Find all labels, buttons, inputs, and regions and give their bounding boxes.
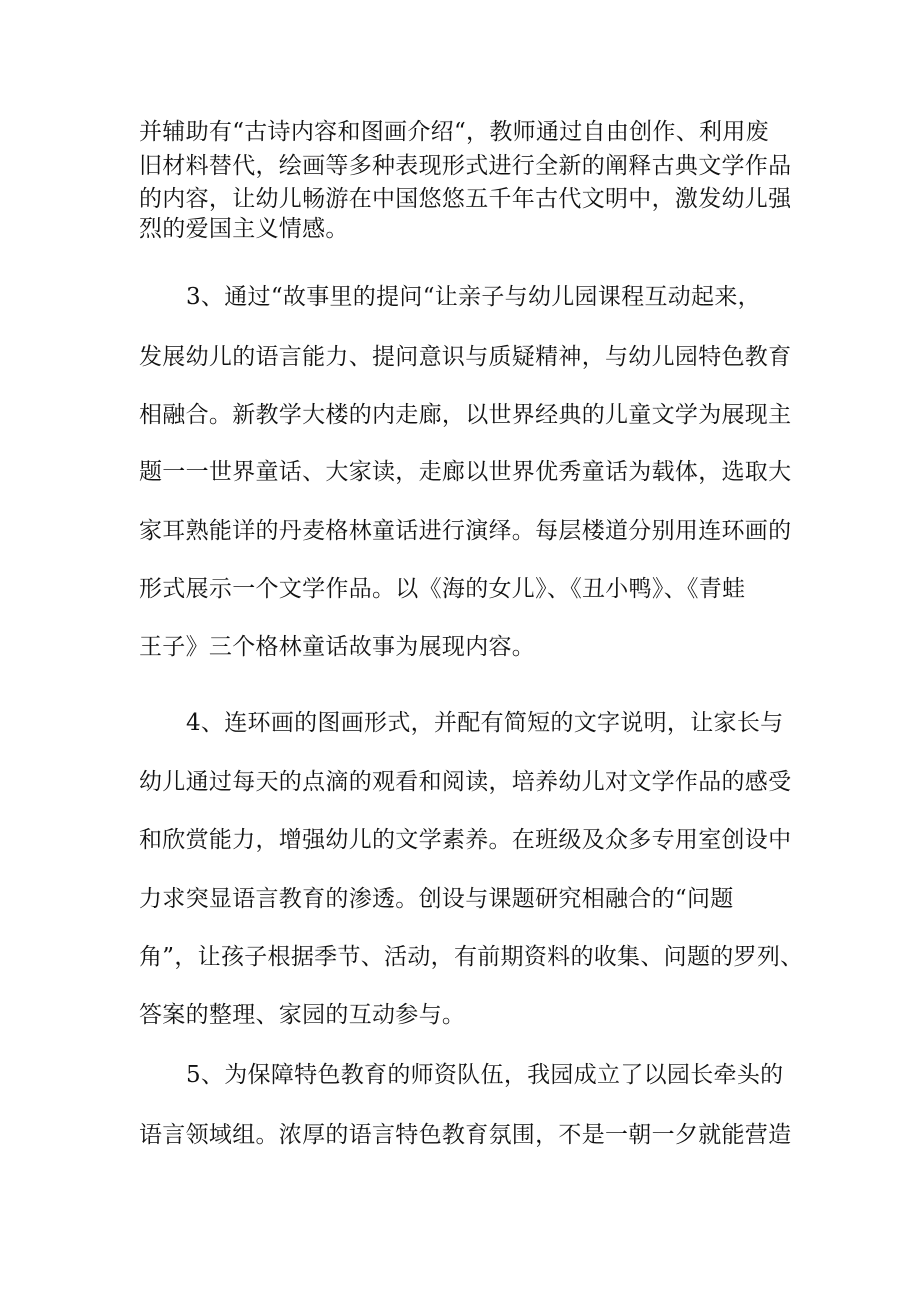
text-line: 发展幼儿的语言能力、提问意识与质疑精神，与幼儿园特色教育 xyxy=(139,344,792,370)
text-line: 形式展示一个文学作品。以《海的女儿》、《丑小鸭》、《青蛙 xyxy=(139,576,746,602)
text-line: 4、连环画的图画形式，并配有简短的文字说明，让家长与 xyxy=(186,710,784,736)
text-line: 旧材料替代，绘画等多种表现形式进行全新的阐释古典文学作品 xyxy=(139,153,792,179)
text-line: 王子》三个格林童话故事为展现内容。 xyxy=(139,634,536,660)
text-line: 的内容，让幼儿畅游在中国悠悠五千年古代文明中，激发幼儿强 xyxy=(139,186,792,212)
text-line: 3、通过“故事里的提问“让亲子与幼儿园课程互动起来， xyxy=(186,284,761,310)
text-line: 题一一世界童话、大家读，走廊以世界优秀童话为载体，选取大 xyxy=(139,459,792,485)
text-line: 5、为保障特色教育的师资队伍，我园成立了以园长牵头的 xyxy=(186,1062,784,1088)
text-line: 角”，让孩子根据季节、活动，有前期资料的收集、问题的罗列、 xyxy=(139,944,804,970)
text-line: 烈的爱国主义情感。 xyxy=(139,216,349,242)
text-line: 和欣赏能力，增强幼儿的文学素养。在班级及众多专用室创设中 xyxy=(139,827,792,853)
text-line: 并辅助有“古诗内容和图画介绍“，教师通过自由创作、利用废 xyxy=(139,119,769,145)
text-line: 语言领域组。浓厚的语言特色教育氛围，不是一朝一夕就能营造 xyxy=(139,1122,792,1148)
text-line: 相融合。新教学大楼的内走廊，以世界经典的儿童文学为展现主 xyxy=(139,402,792,428)
text-line: 力求突显语言教育的渗透。创设与课题研究相融合的“问题 xyxy=(139,886,734,912)
text-line: 幼儿通过每天的点滴的观看和阅读，培养幼儿对文学作品的感受 xyxy=(139,769,792,795)
text-line: 家耳熟能详的丹麦格林童话进行演绎。每层楼道分别用连环画的 xyxy=(139,518,792,544)
text-line: 答案的整理、家园的互动参与。 xyxy=(139,1002,466,1028)
